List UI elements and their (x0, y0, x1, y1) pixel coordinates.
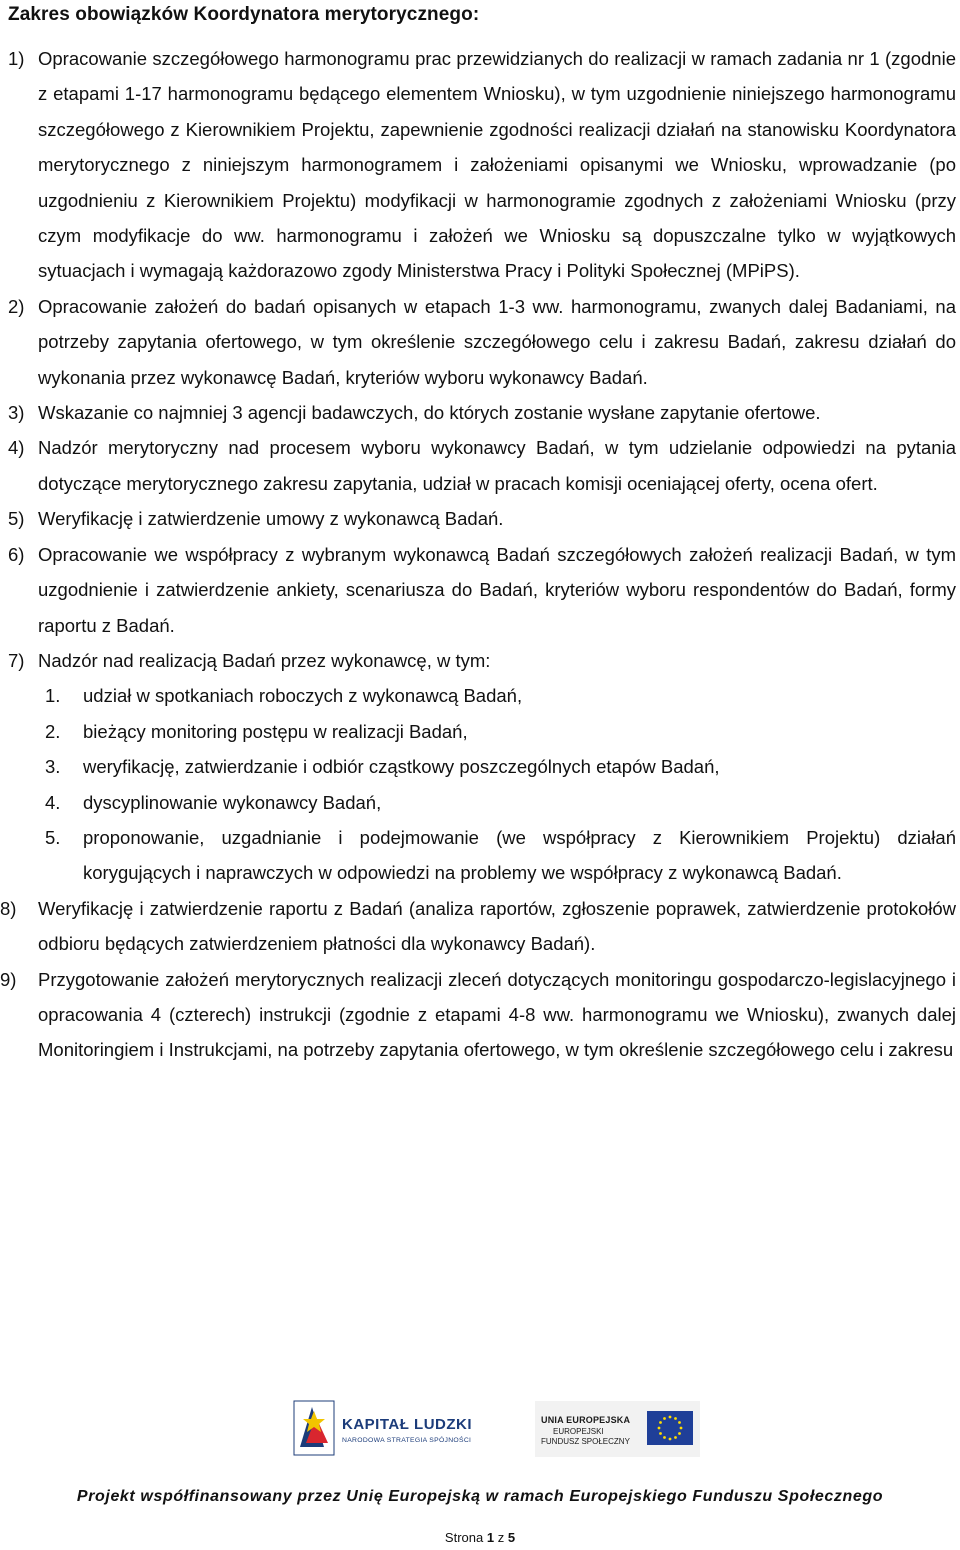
list-item (8, 430, 956, 501)
page-label: Strona (444, 1530, 484, 1545)
list-item (8, 501, 956, 536)
item-number: 2) (8, 295, 25, 317)
page-current: 1 (486, 1530, 495, 1545)
sub-list-item (8, 785, 956, 820)
duties-list (0, 41, 956, 1068)
list-item (8, 289, 956, 395)
sub-item-text: weryfikację, zatwierdzanie i odbiór cząstkowy poszczególnych etapów Badań, (83, 756, 720, 778)
sub-item-number: 3. (45, 756, 61, 778)
eu-flag-icon (647, 1411, 693, 1445)
item-number: 3) (8, 402, 25, 424)
item-text: Weryfikację i zatwierdzenie raportu z Badań (analiza raportów, zgłoszenie poprawek, zatwierdzenie protokołów odbioru będących zatwierdzeniem płatności dla wykonawcy Badań). (38, 897, 956, 955)
list-item (0, 891, 956, 962)
item-text: Opracowanie szczegółowego harmonogramu prac przewidzianych do realizacji w ramach zadania nr 1 (zgodnie z etapami 1-17 harmonogramu będącego elementem Wniosku), w tym uzgodnienie niniejszego harmonogramu szczegółowego z Kierownikiem Projektu, zapewnienie zgodności realizacji działań na stanowisku Koordynatora merytorycznego z niniejszym harmonogramem i założeniami opisanymi we Wniosku, wprowadzanie (po uzgodnieniu z Kierownikiem Projektu) modyfikacji w harmonogramie zgodnych z założeniami Wniosku (przy czym modyfikacje do ww. harmonogramu i założeń we Wniosku są dopuszczalne tylko w wyjątkowych sytuacjach i wymagają każdorazowo zgody Ministerstwa Pracy i Polityki Społecznej (MPiPS). (38, 48, 956, 282)
item-text: Weryfikację i zatwierdzenie umowy z wykonawcą Badań. (38, 508, 504, 530)
item-text: Przygotowanie założeń merytorycznych realizacji zleceń dotyczących monitoringu gospodarczo-legislacyjnego i opracowania 4 (czterech) instrukcji (zgodnie z etapami 4-8 ww. harmonogramu we Wniosku), zwanych dalej Monitoringiem i Instrukcjami, na potrzeby zapytania ofertowego, w tym określenie szczegółowego celu i zakresu (38, 968, 956, 1061)
item-text: Opracowanie założeń do badań opisanych w etapach 1-3 ww. harmonogramu, zwanych dalej Badaniami, na potrzeby zapytania ofertowego, w tym określenie szczegółowego celu i zakresu Badań, zakresu działań do wykonania przez wykonawcę Badań, kryteriów wyboru wykonawcy Badań. (38, 295, 956, 388)
sub-item-number: 2. (45, 720, 61, 742)
logo-strip (0, 1395, 960, 1465)
item-number: 8) (0, 897, 17, 919)
sub-item-number: 5. (45, 826, 61, 848)
sub-item-number: 4. (45, 791, 61, 813)
kapital-ludzki-subtitle: NARODOWA STRATEGIA SPÓJNOŚCI (342, 1437, 472, 1444)
sub-item-text: bieżący monitoring postępu w realizacji Badań, (83, 720, 468, 742)
eu-line-2: EUROPEJSKI (553, 1427, 604, 1436)
kapital-ludzki-title: KAPITAŁ LUDZKI (342, 1416, 473, 1433)
item-number: 6) (8, 543, 25, 565)
sub-list-item (8, 714, 956, 749)
sub-item-text: proponowanie, uzgadnianie i podejmowanie (we współpracy z Kierownikiem Projektu) działań korygujących i naprawczych w odpowiedzi na problemy we współpracy z wykonawcą Badań. (83, 826, 956, 884)
item-text: Nadzór merytoryczny nad procesem wyboru wykonawcy Badań, w tym udzielanie odpowiedzi na pytania dotyczące merytorycznego zakresu zapytania, udział w pracach komisji oceniającej oferty, ocena ofert. (38, 437, 956, 494)
item-number: 1) (8, 48, 25, 69)
page-heading: Zakres obowiązków Koordynatora merytorycznego: (8, 4, 480, 25)
page-of: z (497, 1530, 505, 1545)
item-text: Opracowanie we współpracy z wybranym wykonawcą Badań szczegółowych założeń realizacji Badań, w tym uzgodnienie i zatwierdzenie ankiety, scenariusza do Badań, kryteriów wyboru respondentów do Badań, formy raportu z Badań. (38, 543, 956, 636)
page-total: 5 (507, 1530, 516, 1545)
sub-list-item (8, 678, 956, 713)
kapital-ludzki-emblem-icon (290, 1397, 338, 1459)
item-text: Nadzór nad realizacją Badań przez wykonawcę, w tym: (38, 649, 491, 671)
sub-item-text: udział w spotkaniach roboczych z wykonawcą Badań, (83, 685, 523, 707)
sub-list-item (8, 749, 956, 784)
item-text: Wskazanie co najmniej 3 agencji badawczych, do których zostanie wysłane zapytanie ofertowe. (38, 402, 821, 424)
sub-item-text: dyscyplinowanie wykonawcy Badań, (83, 791, 382, 813)
project-footer: Projekt współfinansowany przez Unię Europejską w ramach Europejskiego Funduszu Społecznego (76, 1488, 884, 1505)
page-number (0, 1530, 960, 1545)
item-number: 5) (8, 508, 25, 530)
eu-line-1: UNIA EUROPEJSKA (541, 1415, 631, 1425)
kapital-ludzki-logo (290, 1397, 480, 1459)
sub-list-item (8, 820, 956, 891)
list-item (8, 537, 956, 643)
list-item (8, 395, 956, 430)
item-number: 4) (8, 437, 25, 459)
list-item (0, 962, 956, 1068)
item-number: 9) (0, 968, 17, 990)
eu-line-3: FUNDUSZ SPOŁECZNY (541, 1437, 630, 1446)
list-item (8, 643, 956, 678)
eu-efs-logo (535, 1401, 700, 1457)
list-item (8, 41, 956, 289)
sub-item-number: 1. (45, 685, 61, 707)
item-number: 7) (8, 649, 25, 671)
